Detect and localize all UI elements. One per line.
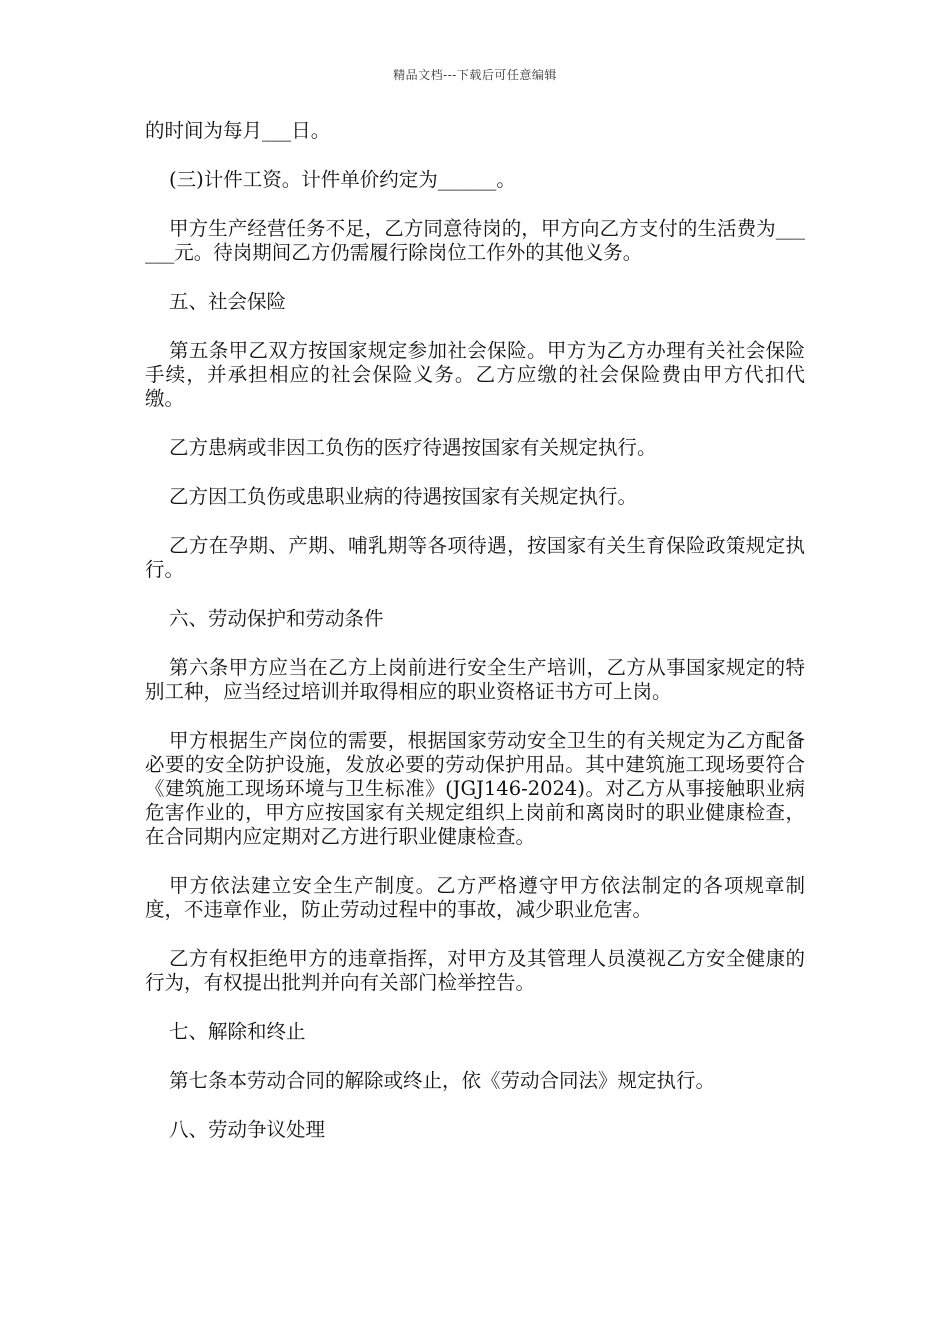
paragraph-article-5: 第五条甲乙双方按国家规定参加社会保险。甲方为乙方办理有关社会保险手续，并承担相应的社会保险义务。乙方应缴的社会保险费由甲方代扣代缴。 — [145, 339, 805, 410]
paragraph-right-to-refuse: 乙方有权拒绝甲方的违章指挥，对甲方及其管理人员漠视乙方安全健康的行为，有权提出批判并向有关部门检举控告。 — [145, 947, 805, 994]
page-header: 精品文档---下载后可任意编辑 — [393, 68, 557, 82]
section-heading-labor-dispute: 八、劳动争议处理 — [169, 1118, 326, 1141]
paragraph-work-injury: 乙方因工负伤或患职业病的待遇按国家有关规定执行。 — [169, 485, 638, 508]
paragraph-article-7: 第七条本劳动合同的解除或终止，依《劳动合同法》规定执行。 — [169, 1069, 716, 1092]
section-heading-social-insurance: 五、社会保险 — [169, 290, 287, 313]
paragraph-payday-continuation: 的时间为每月___日。 — [145, 119, 331, 142]
paragraph-maternity: 乙方在孕期、产期、哺乳期等各项待遇，按国家有关生育保险政策规定执行。 — [145, 534, 805, 581]
paragraph-standby-allowance: 甲方生产经营任务不足，乙方同意待岗的，甲方向乙方支付的生活费为______元。待岗期间乙方仍需履行除岗位工作外的其他义务。 — [145, 217, 805, 264]
paragraph-safety-equipment: 甲方根据生产岗位的需要，根据国家劳动安全卫生的有关规定为乙方配备必要的安全防护设施，发放必要的劳动保护用品。其中建筑施工现场要符合《建筑施工现场环境与卫生标准》(JGJ146-2024)。对乙方从事接触职业病危害作业的，甲方应按国家有关规定组织上岗前和离岗时的职业健康检查，在合同期内应定期对乙方进行职业健康检查。 — [145, 729, 805, 848]
section-heading-termination: 七、解除和终止 — [169, 1020, 306, 1043]
paragraph-illness-treatment: 乙方患病或非因工负伤的医疗待遇按国家有关规定执行。 — [169, 436, 657, 459]
paragraph-safety-rules: 甲方依法建立安全生产制度。乙方严格遵守甲方依法制定的各项规章制度，不违章作业，防止劳动过程中的事故，减少职业危害。 — [145, 874, 805, 921]
paragraph-piece-wage: (三)计件工资。计件单价约定为______。 — [169, 168, 516, 191]
paragraph-article-6: 第六条甲方应当在乙方上岗前进行安全生产培训，乙方从事国家规定的特别工种，应当经过培训并取得相应的职业资格证书方可上岗。 — [145, 656, 805, 703]
document-body — [145, 119, 805, 1167]
section-heading-labor-protection: 六、劳动保护和劳动条件 — [169, 607, 384, 630]
